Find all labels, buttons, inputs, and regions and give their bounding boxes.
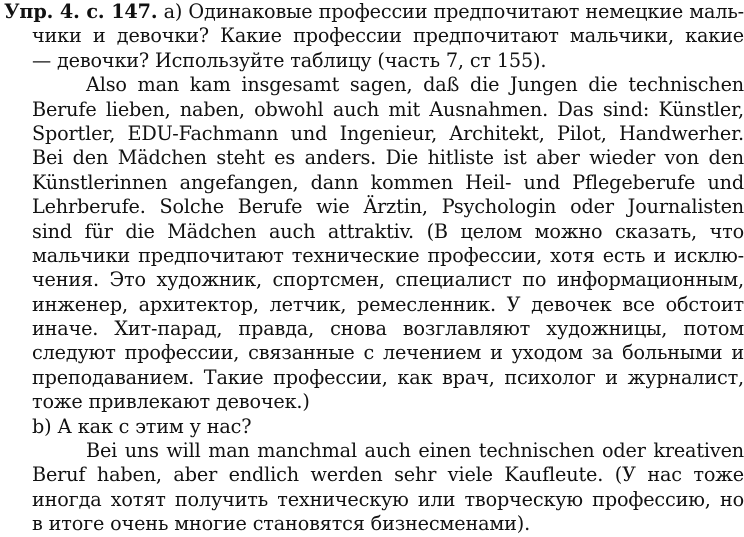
answer-a-line: sind für die Mädchen auch attraktiv. (В целом можно сказать, что xyxy=(32,219,744,243)
answer-a-line: Lehrberufe. Solche Berufe wie Ärztin, Psychologin oder Journalisten xyxy=(32,195,744,219)
question-a-line-3: — девочки? Используйте таблицу (часть 7, ст 155). xyxy=(32,48,547,72)
answer-b-line: Beruf haben, aber endlich werden sehr viele Kaufleute. (У нас тоже xyxy=(32,463,744,487)
answer-a-line: следуют профессии, связанные с лечением и уходом за больными и xyxy=(32,341,744,365)
question-b: b) А как с этим у нас? xyxy=(32,414,252,438)
answer-a-line: Bei den Mädchen steht es anders. Die hitliste ist aber wieder von den xyxy=(32,146,744,170)
answer-a-line: Künstlerinnen angefangen, dann kommen Heil- und Pflegeberufe und xyxy=(32,170,744,194)
answer-a-line: мальчики предпочитают технические профессии, хотя есть и исклю- xyxy=(32,243,744,267)
answer-b-line: в итоге очень многие становятся бизнесменами). xyxy=(32,512,531,536)
question-a-line-2: чики и девочки? Какие профессии предпочитают мальчики, какие xyxy=(32,24,744,48)
answer-b-line: иногда хотят получить техническую или творческую профессию, но xyxy=(32,487,744,511)
question-a-line-1 xyxy=(0,0,744,24)
answer-b-line: Bei uns will man manchmal auch einen technischen oder kreativen xyxy=(86,439,744,463)
answer-a-line: тоже привлекают девочек.) xyxy=(32,390,310,414)
exercise-label: Упр. 4. с. 147. xyxy=(4,0,158,23)
answer-a-line: инженер, архитектор, летчик, ремесленник. У девочек все обстоит xyxy=(32,292,744,316)
answer-a-line: преподаванием. Такие профессии, как врач, психолог и журналист, xyxy=(32,365,744,389)
answer-a-line: Berufe lieben, naben, obwohl auch mit Ausnahmen. Das sind: Künstler, xyxy=(32,97,744,121)
answer-a-line: иначе. Хит-парад, правда, снова возглавляют художницы, потом xyxy=(32,317,744,341)
answer-a-line: чения. Это художник, спортсмен, специалист по информационным, xyxy=(32,268,744,292)
question-a-text-1: a) Одинаковые профессии предпочитают немецкие маль- xyxy=(157,0,744,23)
answer-a-line: Sportler, EDU-Fachmann und Ingenieur, Architekt, Pilot, Handwerher. xyxy=(32,121,744,145)
answer-a-line: Also man kam insgesamt sagen, daß die Jungen die technischen xyxy=(86,73,744,97)
